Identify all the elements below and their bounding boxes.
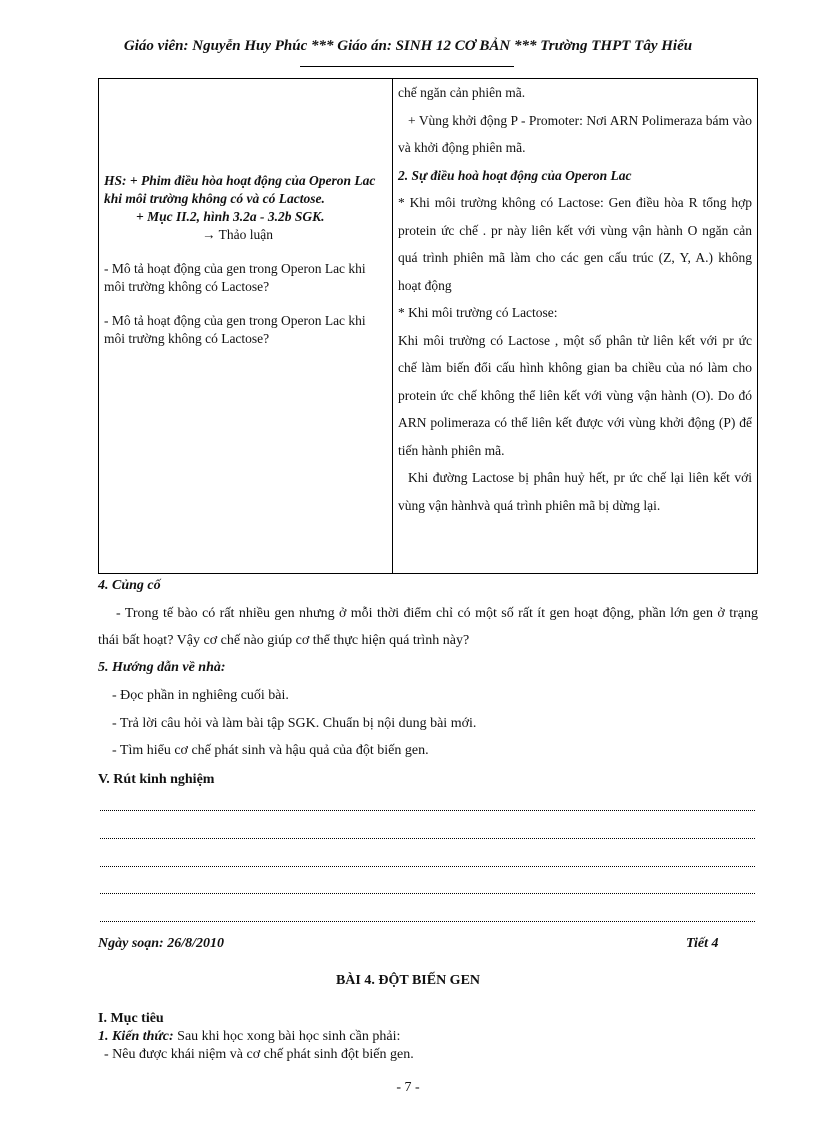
table-column-divider	[392, 78, 393, 574]
section-i-title: I. Mục tiêu	[98, 1011, 164, 1026]
dotted-line	[100, 810, 755, 811]
section-v-title: V. Rút kinh nghiệm	[98, 772, 215, 787]
question-2: - Mô tả hoạt động của gen trong Operon Lac khi môi trường không có Lactose?	[104, 313, 366, 346]
content-p6: Khi môi trường có Lactose , một số phân tử liên kết với pr ức chế làm biến đổi cấu hình không gian ba chiều của nó làm cho protein ức chế không thể liên kết với vùng vận hành (O). Do đó ARN polimeraza có thể liên kết được với vùng khởi động (P) để tiến hành phiên mã.	[398, 332, 752, 458]
header-underline	[300, 66, 514, 67]
knowledge-text: Sau khi học xong bài học sinh cần phải:	[177, 1029, 401, 1044]
student-activity-title: HS: + Phim điều hòa hoạt động của Operon Lac khi môi trường không có và có Lactose.	[104, 173, 376, 206]
prep-date: Ngày soạn: 26/8/2010	[98, 936, 224, 951]
dotted-line	[100, 866, 755, 867]
lesson-period: Tiết 4	[686, 936, 719, 951]
page-header: Giáo viên: Nguyễn Huy Phúc *** Giáo án: SINH 12 CƠ BẢN *** Trường THPT Tây Hiếu	[123, 38, 693, 54]
objective-item-1: - Nêu được khái niệm và cơ chế phát sinh đột biến gen.	[104, 1047, 414, 1062]
section-4-text: - Trong tế bào có rất nhiều gen nhưng ở mỗi thời điểm chỉ có một số rất ít gen hoạt động, phần lớn gen ở trạng thái bất hoạt? Vậy cơ chế nào giúp cơ thể thực hiện quá trình này?	[98, 606, 758, 648]
section-5-item-1: - Đọc phần in nghiêng cuối bài.	[112, 688, 289, 703]
content-p2: + Vùng khởi động P - Promoter: Nơi ARN Polimeraza bám vào và khởi động phiên mã.	[398, 112, 752, 155]
content-p1: chế ngăn cản phiên mã.	[398, 85, 526, 100]
lesson-title: BÀI 4. ĐỘT BIẾN GEN	[335, 973, 481, 988]
page-number: - 7 -	[396, 1080, 420, 1095]
knowledge-line	[98, 1029, 400, 1045]
dotted-line	[100, 921, 755, 922]
knowledge-label: 1. Kiến thức:	[98, 1029, 174, 1044]
reference-section: + Mục II.2, hình 3.2a - 3.2b SGK.	[136, 209, 325, 224]
content-heading-2: 2. Sự điều hoà hoạt động của Operon Lac	[398, 167, 632, 183]
section-5-item-2: - Trả lời câu hỏi và làm bài tập SGK. Chuẩn bị nội dung bài mới.	[112, 716, 477, 731]
content-p4: * Khi môi trường không có Lactose: Gen điều hòa R tổng hợp protein ức chế . pr này liên kết với vùng vận hành O ngăn cản quá trình phiên mã làm cho các gen cấu trúc (Z, Y, A.) không hoạt động	[398, 195, 752, 293]
discussion-label: → Thảo luận	[202, 227, 273, 242]
dotted-line	[100, 893, 755, 894]
dotted-line	[100, 838, 755, 839]
content-p5: * Khi môi trường có Lactose:	[398, 305, 558, 320]
section-5-title: 5. Hướng dẫn về nhà:	[98, 660, 226, 675]
section-4-title: 4. Củng cố	[98, 578, 161, 593]
table-right-column	[398, 79, 752, 519]
content-p7: Khi đường Lactose bị phân huỷ hết, pr ức chế lại liên kết với vùng vận hànhvà quá trình phiên mã bị dừng lại.	[398, 470, 752, 513]
table-left-column	[104, 172, 386, 348]
section-5-item-3: - Tìm hiểu cơ chế phát sinh và hậu quả của đột biến gen.	[112, 743, 429, 758]
question-1: - Mô tả hoạt động của gen trong Operon Lac khi môi trường không có Lactose?	[104, 261, 366, 294]
